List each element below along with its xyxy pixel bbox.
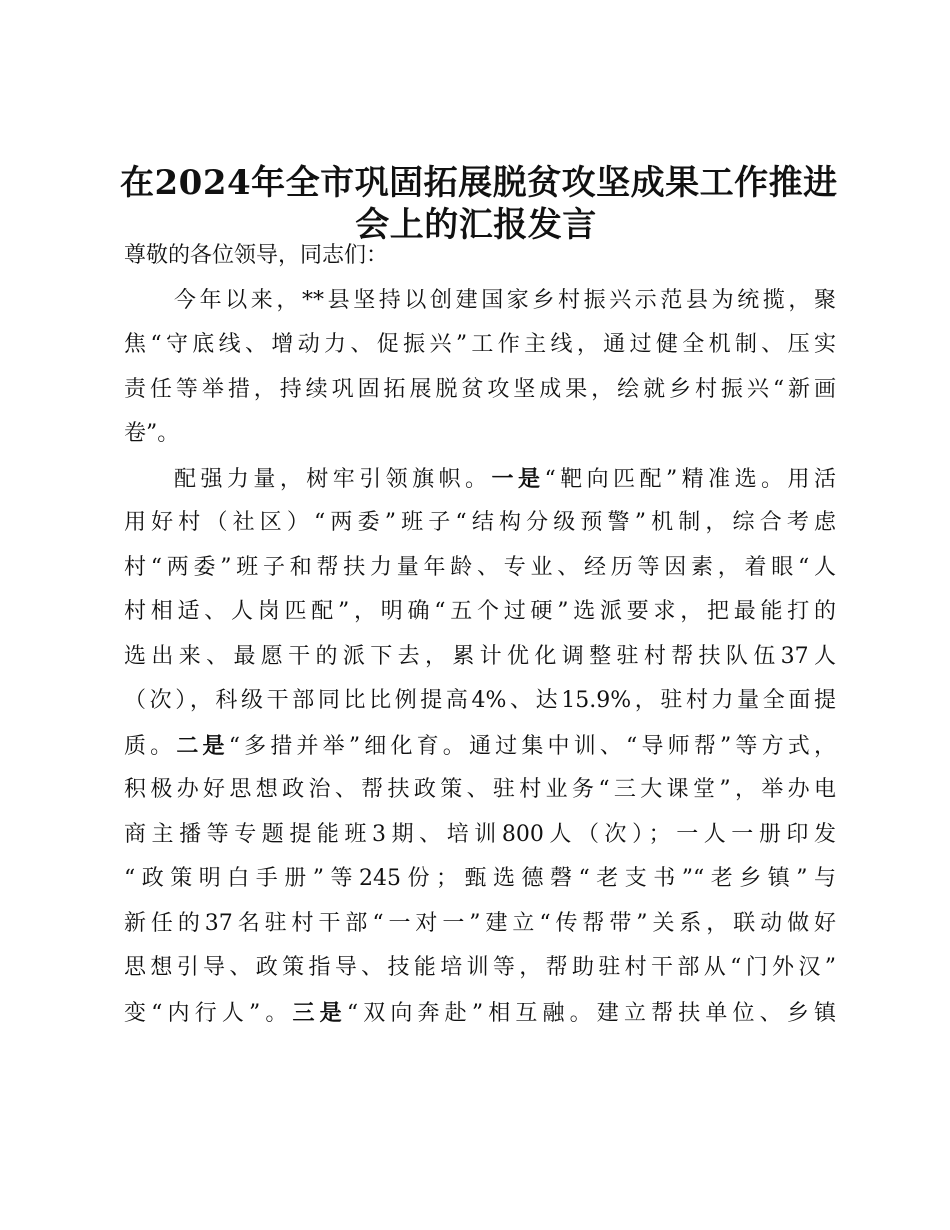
para2-line-7-rest: “多措并举”细化育。通过集中训、“导师帮”等方式， (228, 733, 836, 759)
para2-line-1 (124, 457, 836, 502)
para2-line-6: （次），科级干部同比比例提高4%、达15.9%，驻村力量全面提 (124, 688, 836, 713)
para2-line-11: 新任的37名驻村干部“一对一”建立“传帮带”关系，联动做好 (124, 910, 836, 936)
point-2-label: 二是 (176, 732, 229, 759)
para2-line-12: 思想引导、政策指导、技能培训等，帮助驻村干部从“门外汉” (124, 955, 836, 980)
para1-line-4: 卷”。 (124, 421, 180, 446)
para1-line-3: 责任等举措，持续巩固拓展脱贫攻坚成果，绘就乡村振兴“新画 (124, 376, 836, 402)
para1-line-1: 今年以来，**县坚持以创建国家乡村振兴示范县为统揽，聚 (174, 287, 836, 313)
para2-line-3: 村“两委”班子和帮扶力量年龄、专业、经历等因素，着眼“人 (124, 554, 836, 580)
para2-line-13 (124, 991, 836, 1036)
salutation: 尊敬的各位领导，同志们： (124, 243, 389, 268)
point-1-label: 一是 (491, 465, 545, 492)
para2-heading: 配强力量，树牢引领旗帜。 (174, 466, 492, 492)
para1-line-2: 焦“守底线、增动力、促振兴”工作主线，通过健全机制、压实 (124, 332, 836, 357)
para2-line-13-rest: “双向奔赴”相互融。建立帮扶单位、乡镇 (346, 1000, 836, 1026)
para2-line-4: 村相适、人岗匹配”，明确“五个过硬”选派要求，把最能打的 (124, 599, 836, 624)
para2-line-9: 商主播等专题提能班3期、培训800人（次）；一人一册印发 (124, 821, 836, 847)
para2-line-13-start: 变“内行人”。 (124, 1000, 293, 1026)
document-body (124, 234, 836, 1035)
para2-line-5: 选出来、最愿干的派下去，累计优化调整驻村帮扶队伍37人 (124, 643, 836, 669)
para2-line-2: 用好村（社区）“两委”班子“结构分级预警”机制，综合考虑 (124, 510, 836, 535)
title-line-1: 在2024年全市巩固拓展脱贫攻坚成果工作推进 (120, 163, 838, 203)
title-line-2: 会上的汇报发言 (355, 205, 597, 245)
point-3-label: 三是 (292, 999, 347, 1026)
para2-line-10: “政策明白手册”等245份；甄选德磬“老支书”“老乡镇”与 (124, 866, 836, 891)
para2-line-7 (124, 724, 836, 769)
para2-line-7-start: 质。 (124, 733, 177, 759)
para2-line-1-rest: “靶向匹配”精准选。用活 (544, 466, 836, 492)
para2-line-8: 积极办好思想政治、帮扶政策、驻村业务“三大课堂”，举办电 (124, 777, 836, 802)
